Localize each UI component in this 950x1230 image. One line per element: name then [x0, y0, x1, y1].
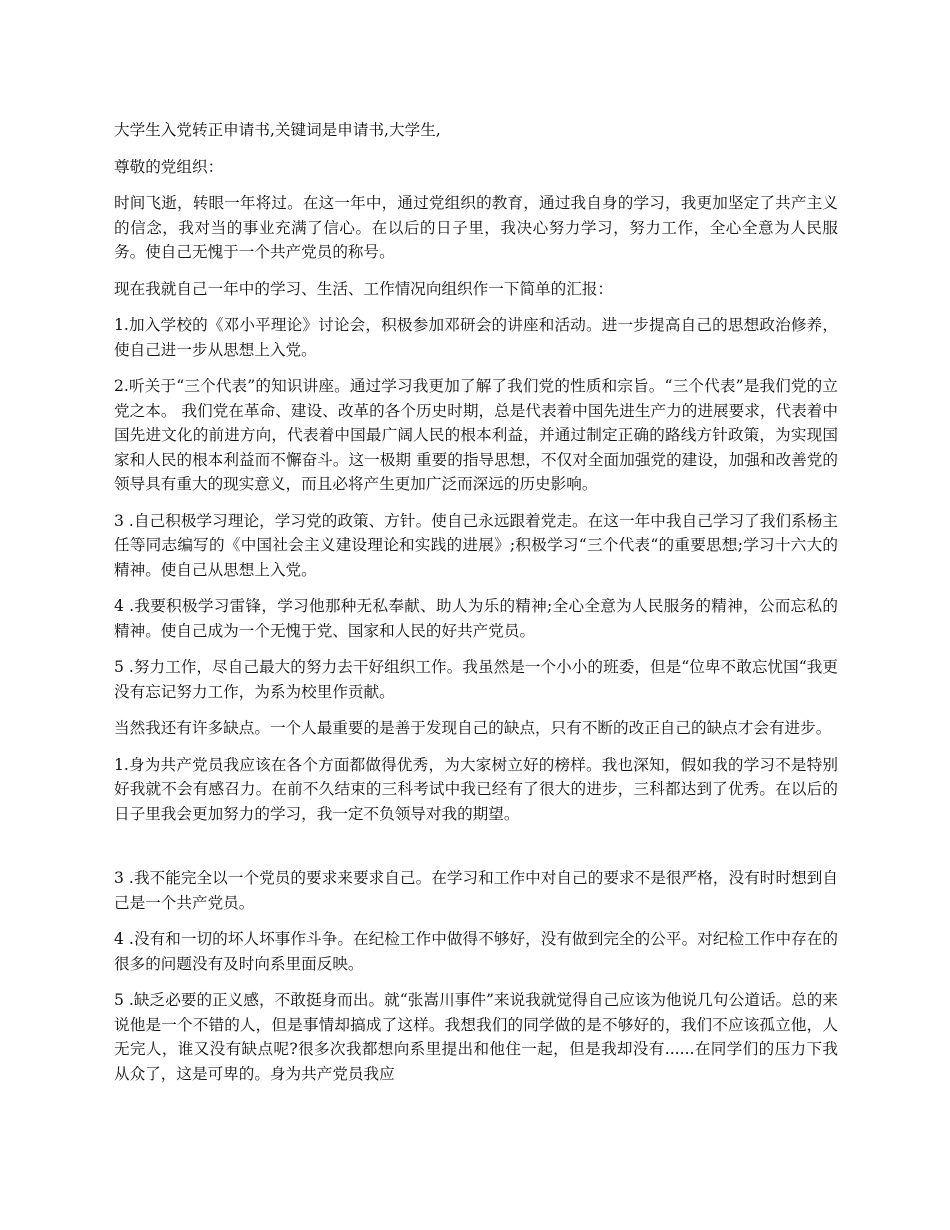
paragraph-report-lead: 现在我就自己一年中的学习、生活、工作情况向组织作一下简单的汇报：	[114, 279, 614, 298]
paragraph-item-2: 2.听关于“三个代表”的知识讲座。通过学习我更加了解了我们党的性质和宗旨。“三个代表”是我们党的立党之本。 我们党在革命、建设、改革的各个历史时期，总是代表着中国先进生产力的进展要求，代表着中国先进文化的前进方向，代表着中国最广阔人民的根本利益，并通过制定正确的路线方针政策，为实现国家和人民的根本利益而不懈奋斗。这一极期 重要的指导思想，不仅对全面加强党的建设，加强和改善党的领导具有重大的现实意义，而且必将产生更加广泛而深远的历史影响。	[114, 377, 838, 493]
document-page	[114, 118, 838, 1098]
paragraph-item-3: 3 .自己积极学习理论，学习党的政策、方针。使自己永远跟着党走。在这一年中我自己学习了我们系杨主任等同志编写的《中国社会主义建设理论和实践的进展》;积极学习“三个代表“的重要思想;学习十六大的精神。使自己从思想上入党。	[114, 511, 838, 579]
paragraph-item-5: 5 .努力工作，尽自己最大的努力去干好组织工作。我虽然是一个小小的班委，但是“位卑不敢忘忧国“我更没有忘记努力工作，为系为校里作贡献。	[114, 658, 838, 701]
paragraph-shortcoming-5: 5 .缺乏必要的正义感，不敢挺身而出。就“张嵩川事件”来说我就觉得自己应该为他说几句公道话。总的来说他是一个不错的人，但是事情却搞成了这样。我想我们的同学做的是不够好的，我们不应该孤立他，人无完人，谁又没有缺点呢?很多次我都想向系里提出和他住一起，但是我却没有......在同学们的压力下我从众了，这是可卑的。身为共产党员我应	[114, 991, 838, 1083]
paragraph-shortcoming-4: 4 .没有和一切的坏人坏事作斗争。在纪检工作中做得不够好，没有做到完全的公平。对纪检工作中存在的很多的问题没有及时向系里面反映。	[114, 930, 838, 973]
blank-gap	[114, 838, 838, 866]
paragraph-item-1: 1.加入学校的《邓小平理论》讨论会，积极参加邓研会的讲座和活动。进一步提高自己的思想政治修养，使自己进一步从思想上入党。	[114, 316, 838, 359]
paragraph-shortcoming-3: 3 .我不能完全以一个党员的要求来要求自己。在学习和工作中对自己的要求不是很严格，没有时时想到自己是一个共产党员。	[114, 869, 838, 912]
salutation: 尊敬的党组织：	[114, 157, 224, 176]
paragraph-item-4: 4 .我要积极学习雷锋，学习他那种无私奉献、助人为乐的精神;全心全意为人民服务的精神，公而忘私的精神。使自己成为一个无愧于党、国家和人民的好共产党员。	[114, 597, 838, 640]
paragraph-shortcoming-1: 1.身为共产党员我应该在各个方面都做得优秀，为大家树立好的榜样。我也深知，假如我的学习不是特别好我就不会有感召力。在前不久结束的三科考试中我已经有了很大的进步，三科都达到了优秀。在以后的日子里我会更加努力的学习，我一定不负领导对我的期望。	[114, 755, 838, 823]
title-line: 大学生入党转正申请书,关键词是申请书,大学生,	[114, 121, 441, 139]
paragraph-intro: 时间飞逝，转眼一年将过。在这一年中，通过党组织的教育，通过我自身的学习，我更加坚定了共产主义的信念，我对当的事业充满了信心。在以后的日子里，我决心努力学习，努力工作，全心全意为人民服务。使自己无愧于一个共产党员的称号。	[114, 194, 838, 261]
paragraph-shortcomings-lead: 当然我还有许多缺点。一个人最重要的是善于发现自己的缺点，只有不断的改正自己的缺点才会有进步。	[114, 719, 832, 737]
